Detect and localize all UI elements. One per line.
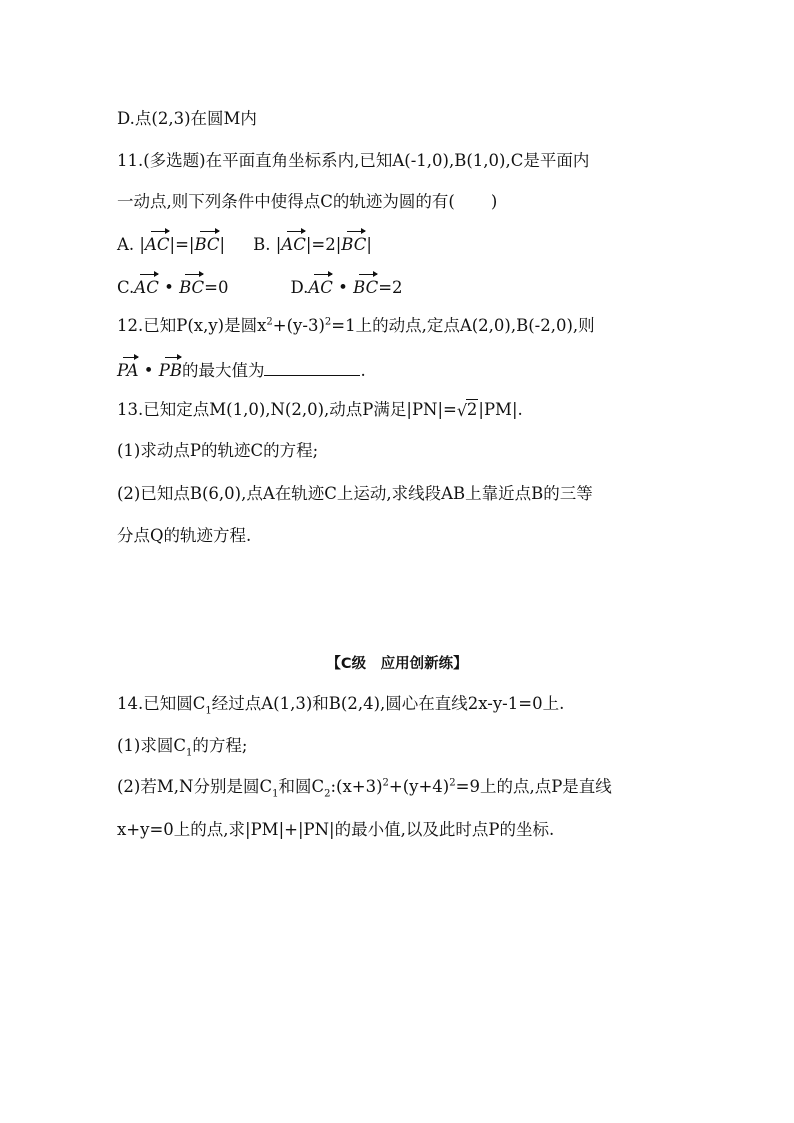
option-a: A. |AC|=|BC|	[117, 235, 226, 254]
question-11-options-cd	[117, 277, 403, 299]
sqrt-2: √ 2	[456, 400, 478, 420]
option-d-q10: D.点(2,3)在圆M内	[117, 109, 257, 128]
question-13-part2: (2)已知点B(6,0),点A在轨迹C上运动,求线段AB上靠近点B的三等	[117, 484, 593, 503]
section-heading: 【C级 应用创新练】	[326, 656, 468, 672]
answer-blank[interactable]	[264, 360, 360, 376]
question-12-line1: 12.已知P(x,y)是圆$x^2+(y-3)^2=1$上的动点,定点A(2,0),B(-2,0),则	[117, 316, 595, 335]
question-11-line1: 11.(多选题)在平面直角坐标系内,已知A(-1,0),B(1,0),C是平面内	[117, 151, 590, 170]
option-b: B. |AC|=2|BC|	[253, 235, 372, 254]
question-13-part2-cont: 分点Q的轨迹方程.	[117, 526, 252, 545]
question-13-part1: (1)求动点P的轨迹C的方程;	[117, 441, 319, 460]
question-14-line1: 14.已知圆$C_1$经过点A(1,3)和B(2,4),圆心在直线2x-y-1=0上.	[117, 694, 565, 717]
question-13-line1: 13.已知定点M(1,0),N(2,0),动点P满足|PN|= √ 2|PM|.	[117, 400, 523, 420]
question-14-part2-cont: x+y=0上的点,求|PM|+|PN|的最小值,以及此时点P的坐标.	[117, 820, 555, 839]
question-14-part2: (2)若M,N分别是圆$C_1$和圆$C_2:(x+3)^2+(y+4)^2=9$上的点,点P是直线	[117, 777, 612, 800]
question-11-options-ab	[117, 234, 372, 256]
option-c: C.AC • BC=0	[117, 278, 229, 297]
option-d: D.AC • BC=2	[290, 278, 403, 297]
question-14-part1: (1)求圆$C_1$的方程;	[117, 736, 248, 759]
question-11-line2: 一动点,则下列条件中使得点C的轨迹为圆的有( )	[117, 192, 498, 211]
question-12-line2: PA • PB的最大值为 .	[117, 361, 366, 380]
